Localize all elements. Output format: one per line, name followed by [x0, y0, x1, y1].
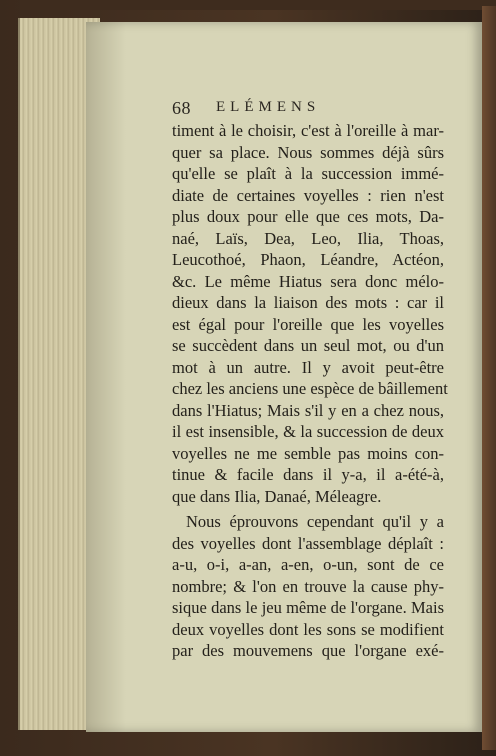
text-line: plus doux pour elle que ces mots, Da-: [172, 207, 444, 226]
text-line: dans l'Hiatus; Mais s'il y en a chez nous,: [172, 400, 444, 420]
body-text: [172, 120, 448, 662]
text-line: par des mouvemens que l'organe exé-: [172, 641, 444, 660]
text-line: voyelles ne me semble pas moins con-: [172, 443, 444, 463]
text-line: tinue & facile dans il y-a, il a-été-à,: [172, 465, 444, 484]
page-number: 68: [172, 98, 191, 118]
text-line: qu'elle se plaît à la succession immé-: [172, 164, 444, 183]
cover-board-top: [20, 0, 496, 10]
text-line: a-u, o-i, a-an, a-en, o-un, sont de ce: [172, 555, 444, 574]
text-line: nombre; & l'on en trouve la cause phy-: [172, 576, 444, 596]
text-line: diate de certaines voyelles : rien n'est: [172, 185, 444, 205]
text-line: dieux dans la liaison des mots : car il: [172, 293, 444, 312]
text-line: se succèdent dans un seul mot, ou d'un: [172, 336, 444, 355]
text-line: sique dans le jeu même de l'organe. Mais: [172, 598, 444, 617]
text-line: &c. Le même Hiatus sera donc mélo-: [172, 271, 444, 291]
page-header: [172, 98, 472, 122]
gutter-shadow: [86, 22, 126, 732]
text-line: quer sa place. Nous sommes déjà sûrs: [172, 142, 444, 162]
running-head: ELÉMENS: [216, 99, 321, 115]
text-line: il est insensible, & la succession de deux: [172, 422, 444, 441]
text-line: mot à un autre. Il y avoit peut-être: [172, 357, 444, 377]
text-line: naé, Laïs, Dea, Leo, Ilia, Thoas,: [172, 228, 444, 248]
text-line: Leucothoé, Phaon, Léandre, Actéon,: [172, 250, 444, 269]
text-line: est égal pour l'oreille que les voyelles: [172, 314, 444, 334]
text-line: que dans Ilia, Danaé, Méleagre.: [172, 486, 382, 506]
text-line: Nous éprouvons cependant qu'il y a: [186, 512, 444, 531]
text-line: timent à le choisir, c'est à l'oreille à mar-: [172, 121, 444, 140]
text-line: des voyelles dont l'assemblage déplaît :: [172, 533, 444, 553]
text-line: deux voyelles dont les sons se modifient: [172, 619, 444, 639]
text-line: chez les anciens une espèce de bâillement: [172, 379, 448, 398]
cover-board-right: [482, 6, 496, 750]
